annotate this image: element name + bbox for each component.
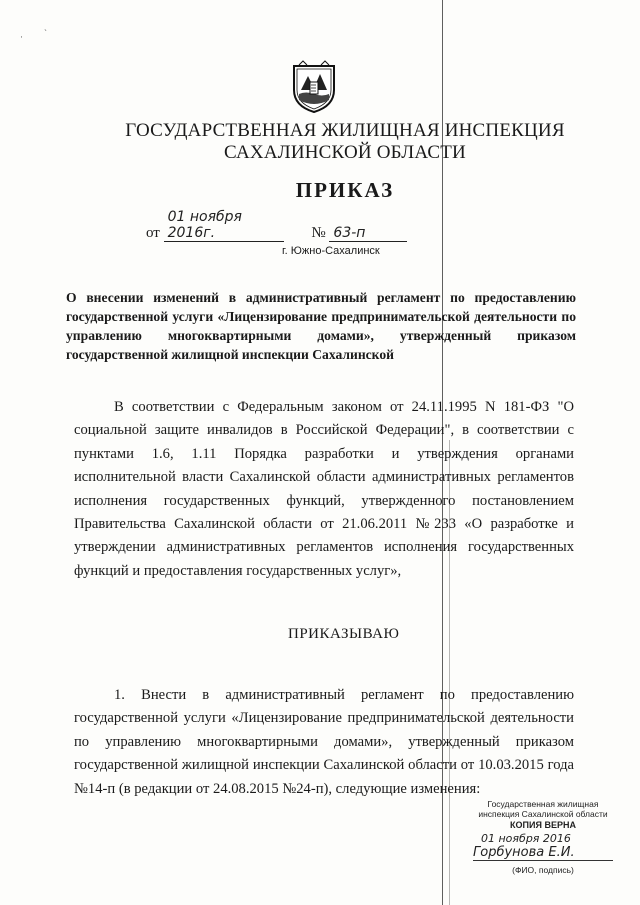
number-prefix: № bbox=[311, 225, 326, 241]
handwritten-number: 63-п bbox=[329, 225, 407, 242]
certified-copy-stamp bbox=[473, 799, 613, 881]
date-prefix: от bbox=[146, 225, 160, 241]
org-name-line2: САХАЛИНСКОЙ ОБЛАСТИ bbox=[224, 142, 466, 163]
stamp-handwritten-signature: Горбунова Е.И. bbox=[473, 845, 575, 860]
city-label: г. Южно-Сахалинск bbox=[282, 245, 380, 257]
handwritten-date: 01 ноября 2016г. bbox=[164, 209, 284, 242]
stamp-handwritten-date: 01 ноября 2016 bbox=[481, 832, 571, 845]
stamp-signature-line bbox=[473, 860, 613, 861]
org-name-line1: ГОСУДАРСТВЕННАЯ ЖИЛИЩНАЯ ИНСПЕКЦИЯ bbox=[125, 120, 565, 141]
stamp-certified-label: КОПИЯ ВЕРНА bbox=[510, 820, 576, 830]
stamp-caption: (ФИО, подпись) bbox=[512, 865, 574, 875]
order-word: ПРИКАЗЫВАЮ bbox=[288, 626, 400, 642]
stamp-org-line2: инспекция Сахалинской области bbox=[478, 809, 608, 819]
stamp-org-line1: Государственная жилищная bbox=[487, 799, 599, 809]
date-number-line bbox=[146, 209, 407, 242]
scan-speck: · bbox=[20, 32, 23, 42]
preamble-paragraph: В соответствии с Федеральным законом от 24.11.1995 N 181-ФЗ "О социальной защите инвалидов в Российской Федерации", в соответствии с пунктами 1.6, 1.11 Порядка разработки и утверждения органами исполнительной власти Сахалинской области административных регламентов исполнения государственных функций, утвержденного постановлением Правительства Сахалинской области от 21.06.2011 №233 «О разработке и утверждении административных регламентов исполнения государственных функций и предоставления государственных услуг», bbox=[74, 399, 574, 579]
order-item-1: 1. Внести в административный регламент по предоставлению государственной услуги «Лицензирование предпринимательской деятельности по управлению многоквартирными домами», утвержденный приказом государственной жилищной инспекции Сахалинской области от 10.03.2015 года №14-п (в редакции от 24.08.2015 №24-п), следующие изменения: bbox=[74, 687, 574, 797]
document-title: ПРИКАЗ bbox=[295, 178, 395, 202]
document-subject: О внесении изменений в административный регламент по предоставлению государственной услуги «Лицензирование предпринимательской деятельности по управлению многоквартирными домами», утвержденный приказом государственной жилищной инспекции Сахалинской bbox=[66, 290, 576, 362]
scan-speck: ` bbox=[44, 28, 47, 38]
coat-of-arms-icon bbox=[291, 60, 337, 114]
